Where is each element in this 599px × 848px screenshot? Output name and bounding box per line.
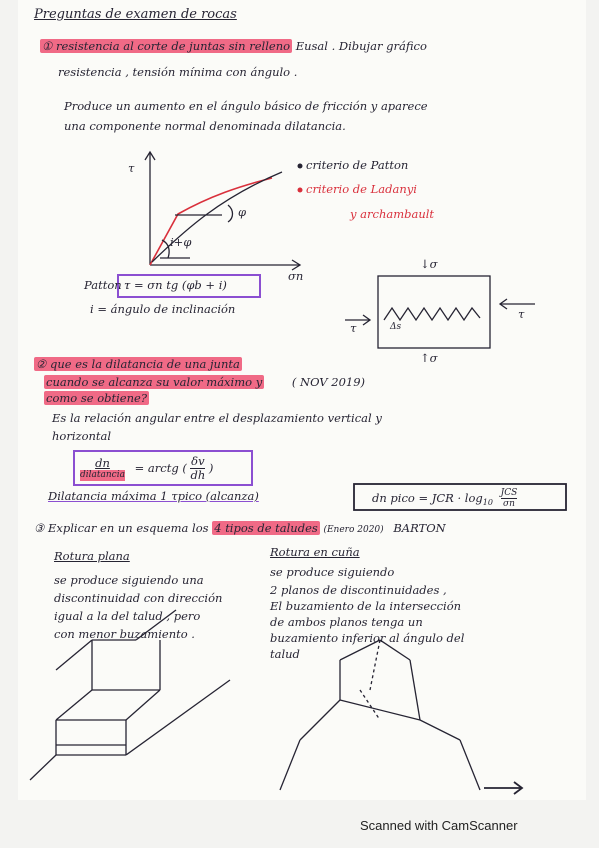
axis-sigma-label: σn [288, 269, 304, 283]
col1-title: Rotura plana [54, 549, 130, 563]
joint-block-diagram [345, 276, 535, 348]
col2-line5: buzamiento inferior al ángulo del [270, 631, 465, 645]
q2-line1: ② que es la dilatancia de una junta [36, 357, 240, 371]
i-definition: i = ángulo de inclinación [90, 302, 236, 316]
patton-prefix: Patton : [84, 278, 130, 292]
phi-label: φ [238, 205, 247, 219]
col1-line1: se produce siguiendo una [54, 573, 204, 587]
q3-line1: ③ Explicar en un esquema los 4 tipos de taludes (Enero 2020) BARTON [34, 521, 446, 535]
criterion-ladanyi: criterio de Ladanyi [306, 182, 417, 196]
dilatancy-formula: dn dilatancia = arctg ( $\frac{\delta v}{dh}$ ) [80, 454, 214, 483]
col2-title: Rotura en cuña [270, 545, 360, 559]
q1-line1-tail: Eusal . Dibujar gráfico [295, 39, 427, 53]
col1-line2: discontinuidad con dirección [54, 591, 223, 605]
q2-paragraph-line2: horizontal [52, 429, 112, 443]
box-sigma-bottom: ↑σ [420, 351, 438, 365]
max-dilatancy-formula: dn pico = JCR · $\log_{10}$ JCS σn [372, 488, 518, 510]
box-sigma-top: ↓σ [420, 257, 438, 271]
col2-line1: se produce siguiendo [270, 565, 395, 579]
bullet-icon [298, 164, 303, 169]
patton-formula: τ = σn tg (φb + i) [124, 278, 227, 292]
shear-graph [145, 152, 300, 270]
q2-paragraph-line1: Es la relación angular entre el desplazamiento vertical y [52, 411, 382, 425]
bullet-icon [298, 188, 303, 193]
camscanner-watermark: Scanned with CamScanner [360, 818, 518, 833]
q2-line3: como se obtiene? [46, 391, 147, 405]
col2-line2: 2 planos de discontinuidades , [270, 583, 447, 597]
q1-line2: resistencia , tensión mínima con ángulo . [58, 65, 298, 79]
max-dilatancy-text: Dilatancia máxima 1 τpico (alcanza) [48, 489, 259, 503]
col2-line6: talud [270, 647, 300, 661]
page-title: Preguntas de examen de rocas [34, 7, 237, 22]
q1-highlight: ① resistencia al corte de juntas sin relleno [42, 39, 291, 53]
angle-label: i+φ [170, 235, 192, 249]
col1-line4: con menor buzamiento . [54, 627, 195, 641]
col2-line4: de ambos planos tenga un [270, 615, 423, 629]
criterion-archambault: y archambault [350, 207, 435, 221]
wedge-failure-sketch [280, 640, 480, 790]
q2-line2: cuando se alcanza su valor máximo y ( NOV 2019) [46, 375, 366, 389]
box-tau-left: τ [350, 321, 357, 335]
box-ds-label: Δs [390, 322, 402, 332]
criterion-patton: criterio de Patton [306, 158, 409, 172]
axis-tau-label: τ [128, 161, 135, 175]
next-page-arrow-icon [484, 782, 522, 794]
box-tau-right: τ [518, 307, 525, 321]
col2-line3: El buzamiento de la intersección [270, 599, 462, 613]
col1-line3: igual a la del talud , pero [54, 609, 201, 623]
q1-paragraph-line1: Produce un aumento en el ángulo básico de fricción y aparece [64, 99, 428, 113]
q1-paragraph-line2: una componente normal denominada dilatancia. [64, 119, 346, 133]
